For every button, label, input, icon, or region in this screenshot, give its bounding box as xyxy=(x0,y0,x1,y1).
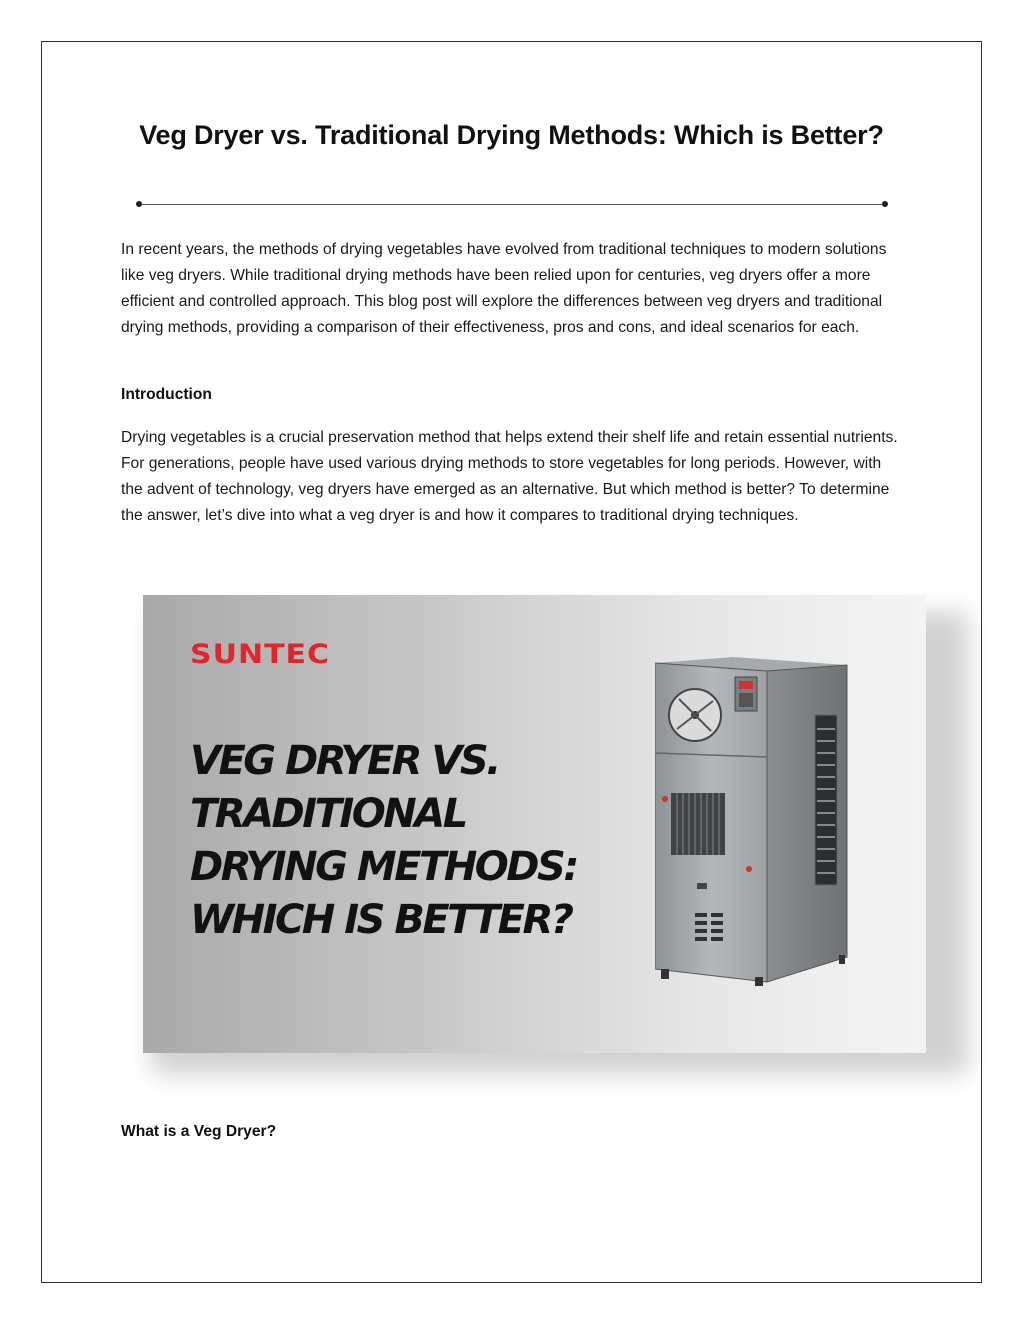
introduction-heading: Introduction xyxy=(121,386,212,403)
what-is-veg-dryer-heading: What is a Veg Dryer? xyxy=(121,1123,277,1140)
banner-headline-line: DRYING METHODS: xyxy=(190,844,577,890)
title-divider xyxy=(136,200,888,208)
introduction-paragraph: Drying vegetables is a crucial preservation method that helps extend their shelf life and retain essential nutrients. For generations, people have used various drying methods to store vegetables for long periods. However, with the advent of technology, veg dryers have emerged as an alternative. But which method is better? To determine the answer, let’s dive into what a veg dryer is and how it compares to traditional drying techniques. xyxy=(121,429,898,524)
banner-headline xyxy=(190,735,577,947)
banner-headline-line: WHICH IS BETTER? xyxy=(190,897,572,943)
banner-headline-line: TRADITIONAL xyxy=(190,791,466,837)
brand-logo: SUNTEC xyxy=(190,638,331,671)
page-title: Veg Dryer vs. Traditional Drying Methods: Which is Better? xyxy=(139,120,884,150)
veg-dryer-machine-illustration xyxy=(655,657,855,987)
banner-image xyxy=(143,595,926,1053)
intro-paragraph: In recent years, the methods of drying vegetables have evolved from traditional techniques to modern solutions like veg dryers. While traditional drying methods have been relied upon for centuries, veg dryers offer a more efficient and controlled approach. This blog post will explore the differences between veg dryers and traditional drying methods, providing a comparison of their effectiveness, pros and cons, and ideal scenarios for each. xyxy=(121,241,887,336)
banner-headline-line: VEG DRYER VS. xyxy=(190,738,499,784)
